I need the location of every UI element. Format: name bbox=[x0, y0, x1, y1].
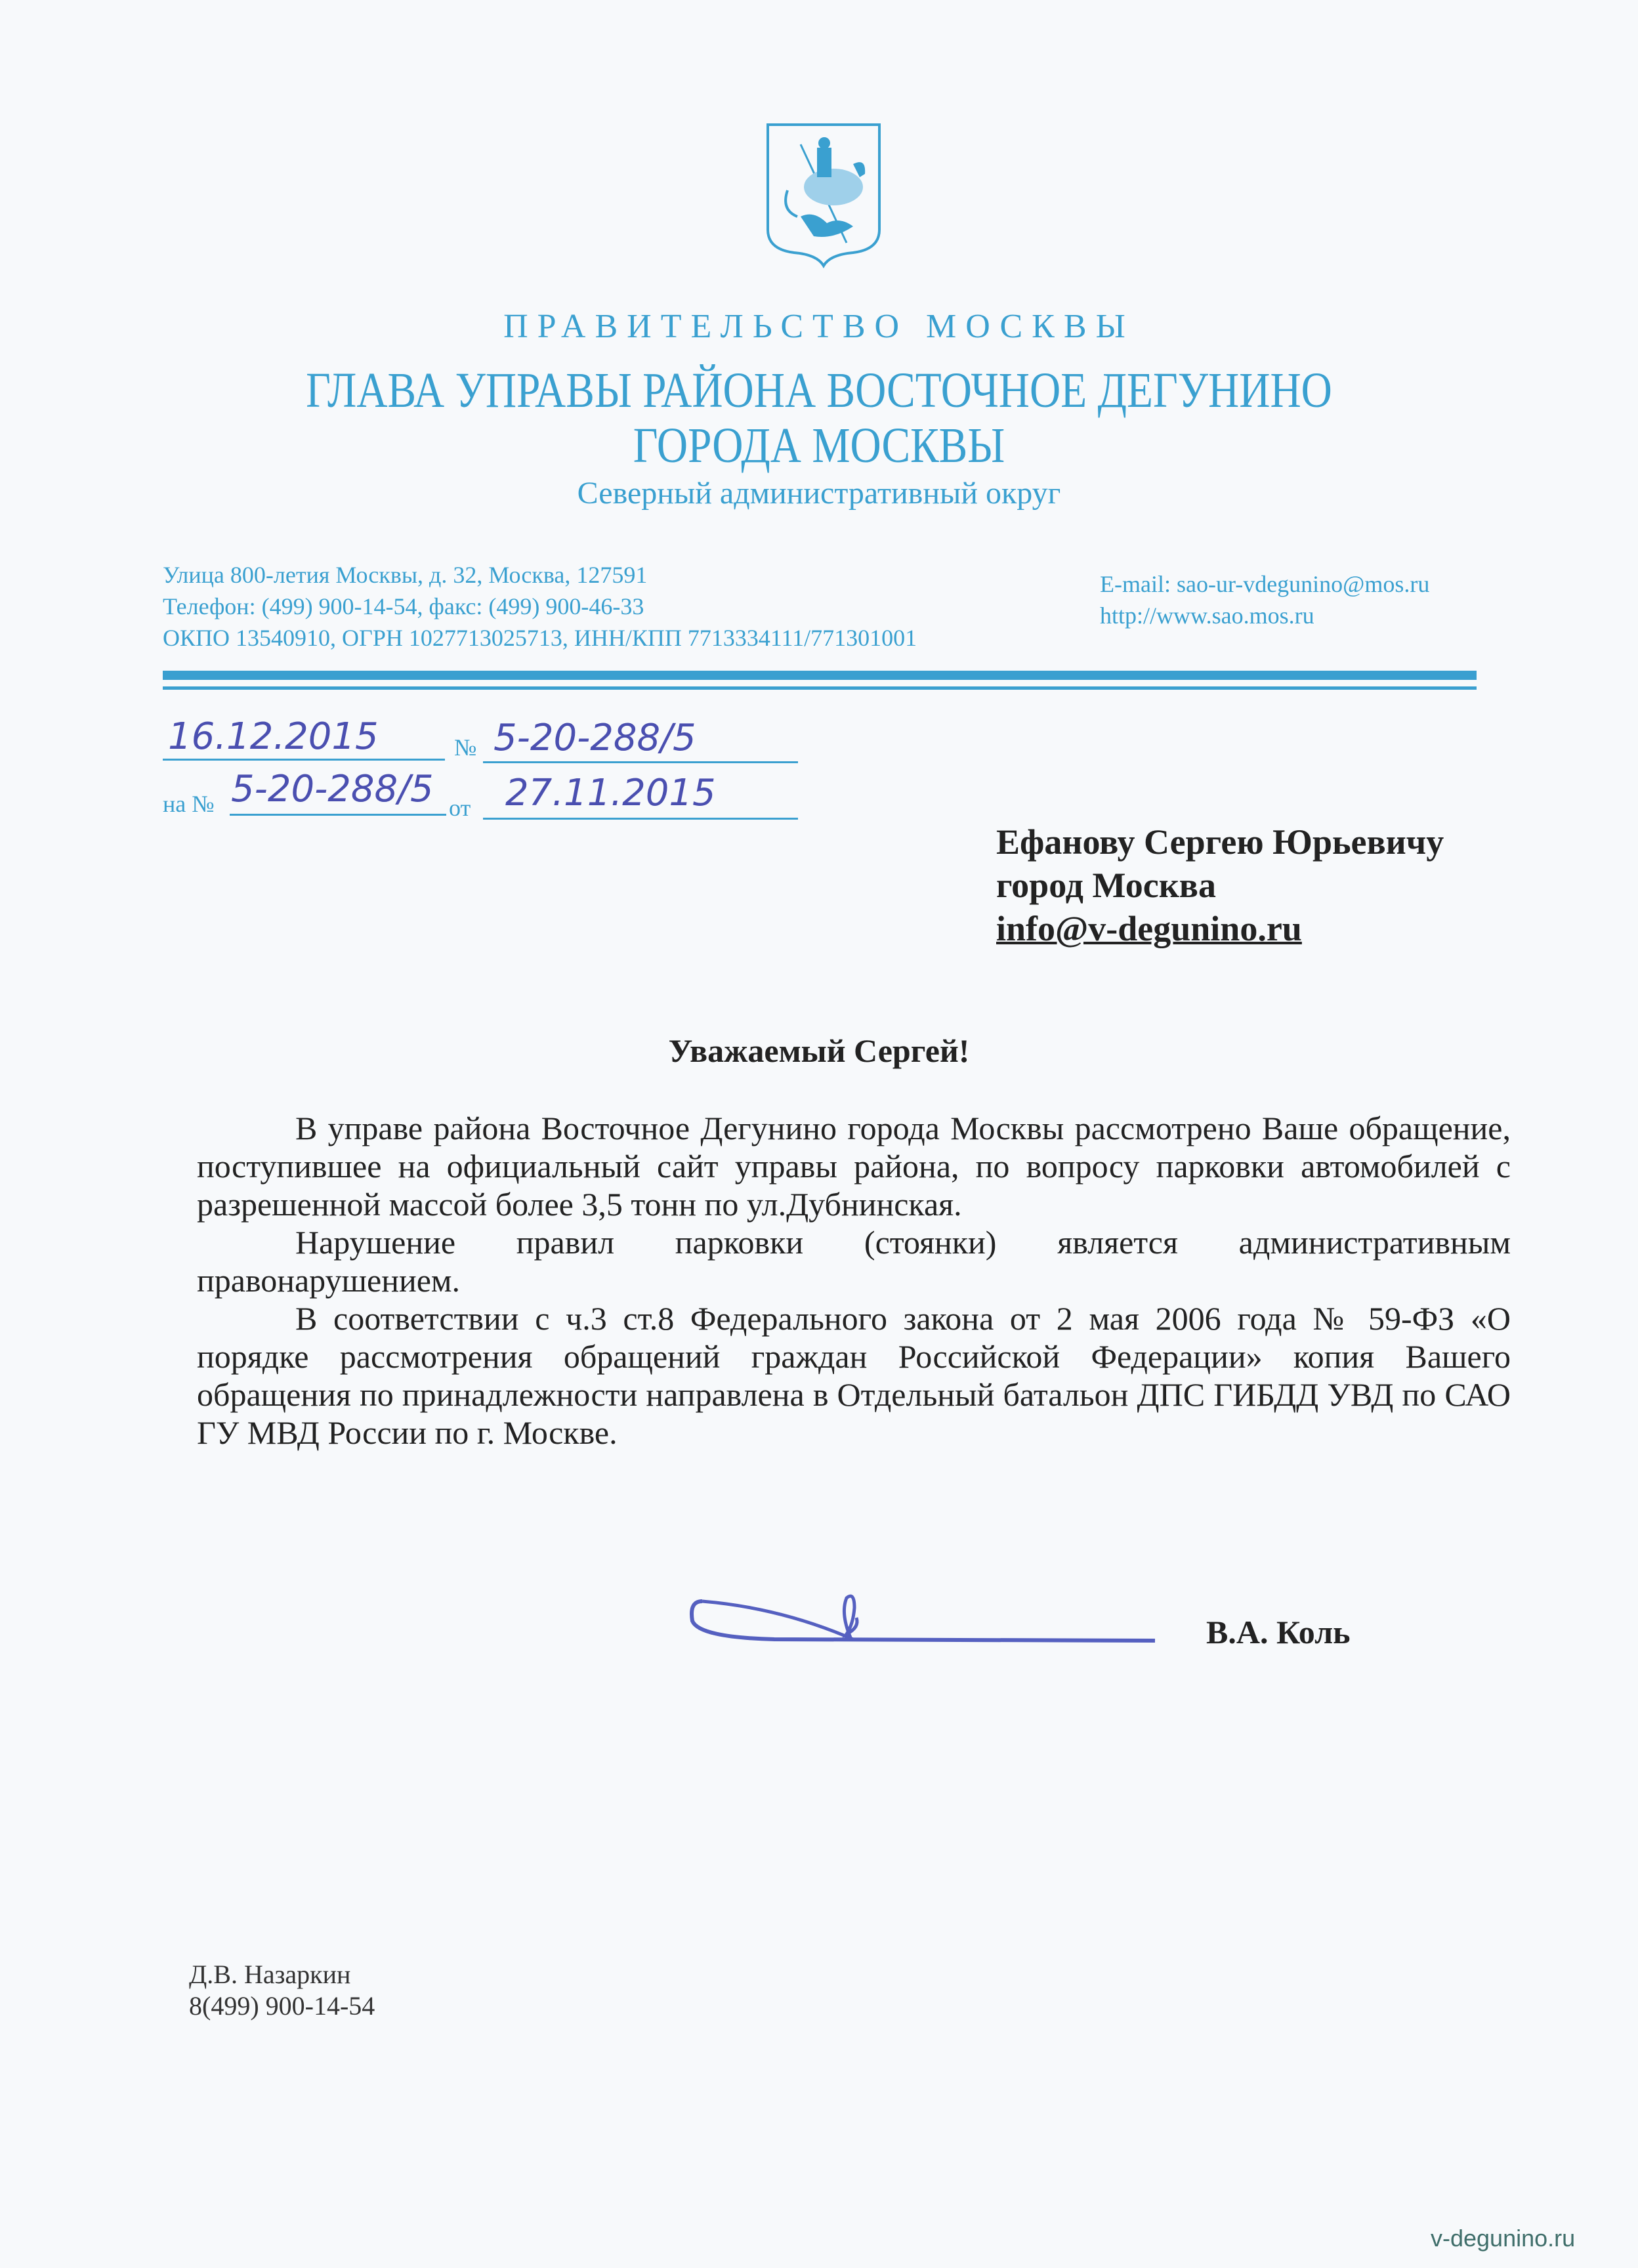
phone-fax-line: Телефон: (499) 900-14-54, факс: (499) 900-46-33 bbox=[163, 593, 644, 620]
address-line: Улица 800-летия Москвы, д. 32, Москва, 127591 bbox=[163, 562, 648, 588]
number-label: № bbox=[454, 734, 477, 761]
government-title: ПРАВИТЕЛЬСТВО МОСКВЫ bbox=[503, 308, 1135, 345]
reply-to-label: на № bbox=[163, 791, 215, 817]
from-date-underline bbox=[483, 818, 798, 820]
body-paragraph: В соответствии с ч.3 ст.8 Федерального закона от 2 мая 2006 года № 59-ФЗ «О порядке рассмотрения обращений граждан Российской Федерации» копия Вашего обращения по принадлежности направлена в Отдельный батальон ДПС ГИБДД УВД по САО ГУ МВД России по г. Москве. bbox=[197, 1300, 1511, 1451]
office-title-line1: ГЛАВА УПРАВЫ РАЙОНА ВОСТОЧНОЕ ДЕГУНИНО bbox=[306, 363, 1332, 418]
outgoing-number: 5-20-288/5 bbox=[494, 717, 696, 759]
header-rule-thin bbox=[163, 686, 1477, 690]
date-underline bbox=[163, 759, 445, 761]
office-email[interactable]: E-mail: sao-ur-vdegunino@mos.ru bbox=[1100, 571, 1430, 597]
addressee-email[interactable]: info@v-degunino.ru bbox=[996, 909, 1302, 948]
header-rule-thick bbox=[163, 671, 1477, 680]
moscow-coat-of-arms-icon bbox=[761, 118, 886, 269]
office-title-line2: ГОРОДА МОСКВЫ bbox=[633, 418, 1005, 473]
salutation: Уважаемый Сергей! bbox=[668, 1032, 970, 1069]
addressee-city: город Москва bbox=[996, 866, 1216, 905]
executor-name: Д.В. Назаркин bbox=[189, 1960, 351, 1989]
signer-name: В.А. Коль bbox=[1206, 1614, 1351, 1650]
office-website[interactable]: http://www.sao.mos.ru bbox=[1100, 602, 1314, 629]
site-watermark: v-degunino.ru bbox=[1431, 2225, 1576, 2252]
addressee-name: Ефанову Сергею Юрьевичу bbox=[996, 822, 1444, 862]
letter-body bbox=[197, 1109, 1511, 1452]
district-name: Северный административный округ bbox=[577, 476, 1061, 511]
executor-phone: 8(499) 900-14-54 bbox=[189, 1991, 375, 2021]
number-underline bbox=[483, 761, 798, 763]
addressee-block bbox=[996, 820, 1444, 950]
outgoing-date: 16.12.2015 bbox=[168, 715, 379, 758]
registry-line: ОКПО 13540910, ОГРН 1027713025713, ИНН/КПП 7713334111/771301001 bbox=[163, 625, 917, 651]
online-contacts bbox=[1100, 568, 1429, 631]
body-paragraph: В управе района Восточное Дегунино города Москвы рассмотрено Ваше обращение, поступившее на официальный сайт управы района, по вопросу парковки автомобилей с разрешенной массой более 3,5 тонн по ул.Дубнинская. bbox=[197, 1110, 1511, 1223]
executor-block bbox=[189, 1959, 375, 2022]
reply-to-number: 5-20-288/5 bbox=[231, 768, 434, 810]
signature-icon bbox=[682, 1588, 1168, 1660]
from-label: от bbox=[449, 795, 471, 821]
reply-from-date: 27.11.2015 bbox=[505, 772, 716, 814]
body-paragraph: Нарушение правил парковки (стоянки) является административным правонарушением. bbox=[197, 1224, 1511, 1299]
reply-number-underline bbox=[230, 814, 446, 816]
contact-details bbox=[163, 559, 917, 654]
